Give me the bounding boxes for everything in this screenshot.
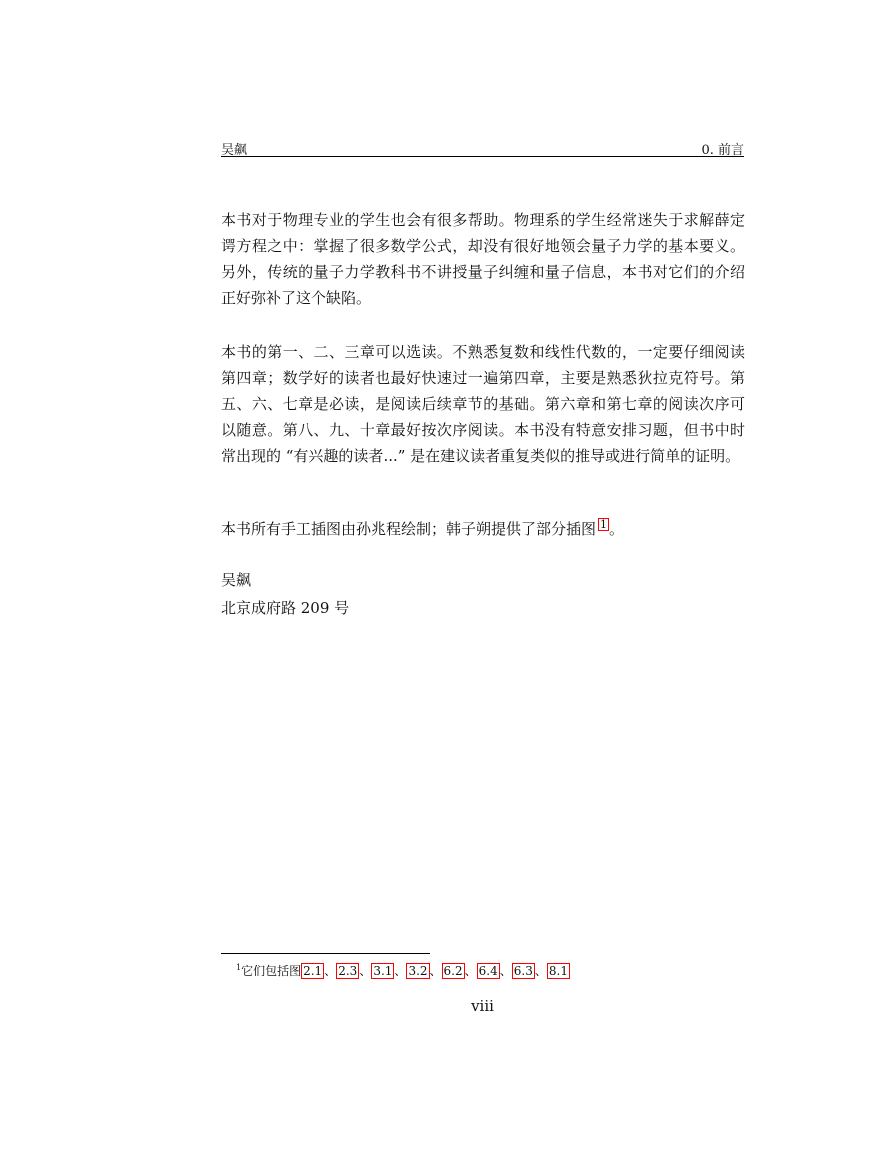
footnote-mark: 1 [236, 963, 242, 972]
figure-link-8-1[interactable]: 8.1 [548, 964, 568, 978]
acknowledgement-text: 本书所有手工插图由孙兆程绘制；韩子朔提供了部分插图 [221, 520, 597, 538]
running-header [221, 138, 744, 157]
acknowledgement-end: 。 [609, 520, 625, 538]
paragraph-1: 本书对于物理专业的学生也会有很多帮助。物理系的学生经常迷失于求解薛定谔方程之中：掌握了很多数学公式，却没有很好地领会量子力学的基本要义。另外，传统的量子力学教科书不讲授量子纠缠和量子信息，本书对它们的介绍正好弥补了这个缺陷。 [221, 211, 745, 307]
figure-link-3-1[interactable]: 3.1 [373, 964, 393, 978]
signature-address: 北京成府路 209 号 [221, 599, 350, 617]
header-chapter: 0. 前言 [701, 143, 744, 158]
footnote-separator: 、 [394, 964, 407, 978]
footnote-separator: 、 [464, 964, 477, 978]
figure-link-6-3[interactable]: 6.3 [513, 964, 533, 978]
footnote-separator: 、 [359, 964, 372, 978]
footnote-separator: 、 [429, 964, 442, 978]
footnote-rule [221, 953, 430, 954]
header-author: 吴飙 [221, 143, 248, 158]
footnote [236, 958, 570, 981]
figure-links [301, 964, 570, 978]
figure-link-2-1[interactable]: 2.1 [303, 964, 323, 978]
paragraph-acknowledgement [221, 516, 745, 542]
figure-link-6-4[interactable]: 6.4 [478, 964, 498, 978]
footnote-separator: 、 [499, 964, 512, 978]
footnote-ref-link[interactable]: 1 [600, 518, 608, 531]
figure-link-3-2[interactable]: 3.2 [408, 964, 428, 978]
signature-name: 吴飙 [221, 571, 252, 589]
footnote-prefix: 它们包括图 [241, 964, 302, 978]
page-number: viii [471, 997, 494, 1015]
paragraph-2: 本书的第一、二、三章可以选读。不熟悉复数和线性代数的，一定要仔细阅读第四章；数学好的读者也最好快速过一遍第四章，主要是熟悉狄拉克符号。第五、六、七章是必读，是阅读后续章节的基础。第六章和第七章的阅读次序可以随意。第八、九、十章最好按次序阅读。本书没有特意安排习题，但书中时常出现的 “有兴趣的读者...” 是在建议读者重复类似的推导或进行简单的证明。 [221, 343, 745, 465]
figure-link-2-3[interactable]: 2.3 [338, 964, 358, 978]
figure-link-6-2[interactable]: 6.2 [443, 964, 463, 978]
footnote-separator: 、 [534, 964, 547, 978]
footnote-separator: 、 [324, 964, 337, 978]
